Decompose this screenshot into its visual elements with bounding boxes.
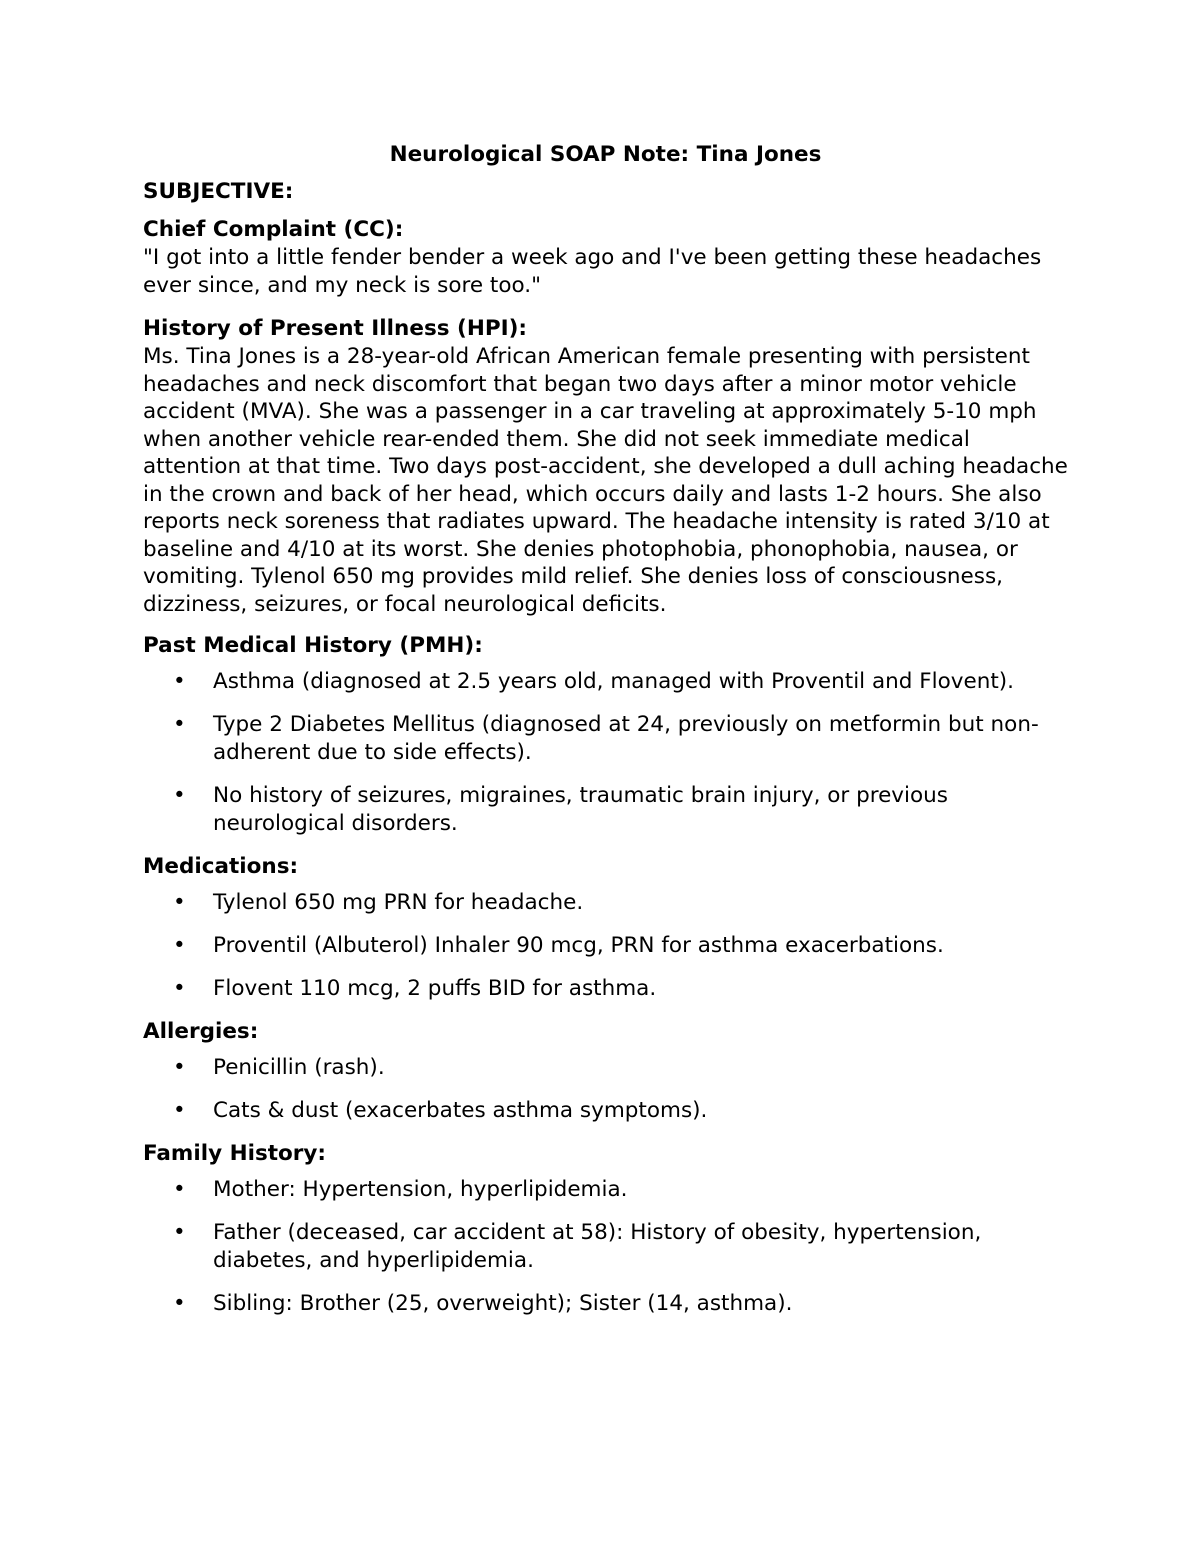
list-item: • Father (deceased, car accident at 58): History of obesity, hypertension, diabetes, and hyperlipidemia. [173,1220,982,1273]
family-history-list [143,1176,1068,1318]
bullet-icon: • [173,890,186,915]
medications-heading: Medications: [143,854,299,879]
list-item: • Tylenol 650 mg PRN for headache. [173,890,584,915]
bullet-icon: • [173,669,186,694]
section-subjective: SUBJECTIVE: [143,179,294,204]
list-item: • Sibling: Brother (25, overweight); Sister (14, asthma). [173,1291,793,1316]
bullet-icon: • [173,1098,186,1123]
pmh-heading: Past Medical History (PMH): [143,633,483,658]
pmh-list [143,668,1068,838]
bullet-icon: • [173,1220,186,1245]
family-history-heading: Family History: [143,1141,327,1166]
list-item: • Proventil (Albuterol) Inhaler 90 mcg, PRN for asthma exacerbations. [173,933,944,958]
hpi-block [143,315,1068,618]
bullet-icon: • [173,712,186,737]
hpi-heading: History of Present Illness (HPI): [143,316,528,341]
bullet-icon: • [173,933,186,958]
chief-complaint-text: "I got into a little fender bender a week ago and I've been getting these headaches ever since, and my neck is sore too." [143,245,1042,298]
list-item: • Cats & dust (exacerbates asthma symptoms). [173,1098,708,1123]
document-title: Neurological SOAP Note: Tina Jones [389,142,822,167]
hpi-text: Ms. Tina Jones is a 28-year-old African American female presenting with persistent headaches and neck discomfort that began two days after a minor motor vehicle accident (MVA). She was a passenger in a car traveling at approximately 5-10 mph when another vehicle rear-ended them. She did not seek immediate medical attention at that time. Two days post-accident, she developed a dull aching headache in the crown and back of her head, which occurs daily and lasts 1-2 hours. She also reports neck soreness that radiates upward. The headache intensity is rated 3/10 at baseline and 4/10 at its worst. She denies photophobia, phonophobia, nausea, or vomiting. Tylenol 650 mg provides mild relief. She denies loss of consciousness, dizziness, seizures, or focal neurological deficits. [143,344,1068,617]
bullet-icon: • [173,1055,186,1080]
document-page [143,140,1068,1333]
allergies-heading: Allergies: [143,1019,259,1044]
chief-complaint-heading: Chief Complaint (CC): [143,217,404,242]
allergies-list [143,1054,1068,1125]
list-item: • No history of seizures, migraines, traumatic brain injury, or previous neurological disorders. [173,783,948,836]
chief-complaint-block [143,216,1068,299]
bullet-icon: • [173,1291,186,1316]
list-item: • Penicillin (rash). [173,1055,385,1080]
bullet-icon: • [173,1177,186,1202]
list-item: • Type 2 Diabetes Mellitus (diagnosed at 24, previously on metformin but non-adherent due to side effects). [173,712,1039,765]
bullet-icon: • [173,976,186,1001]
list-item: • Flovent 110 mcg, 2 puffs BID for asthma. [173,976,657,1001]
bullet-icon: • [173,783,186,808]
list-item: • Mother: Hypertension, hyperlipidemia. [173,1177,628,1202]
list-item: • Asthma (diagnosed at 2.5 years old, managed with Proventil and Flovent). [173,669,1014,694]
medications-list [143,889,1068,1003]
